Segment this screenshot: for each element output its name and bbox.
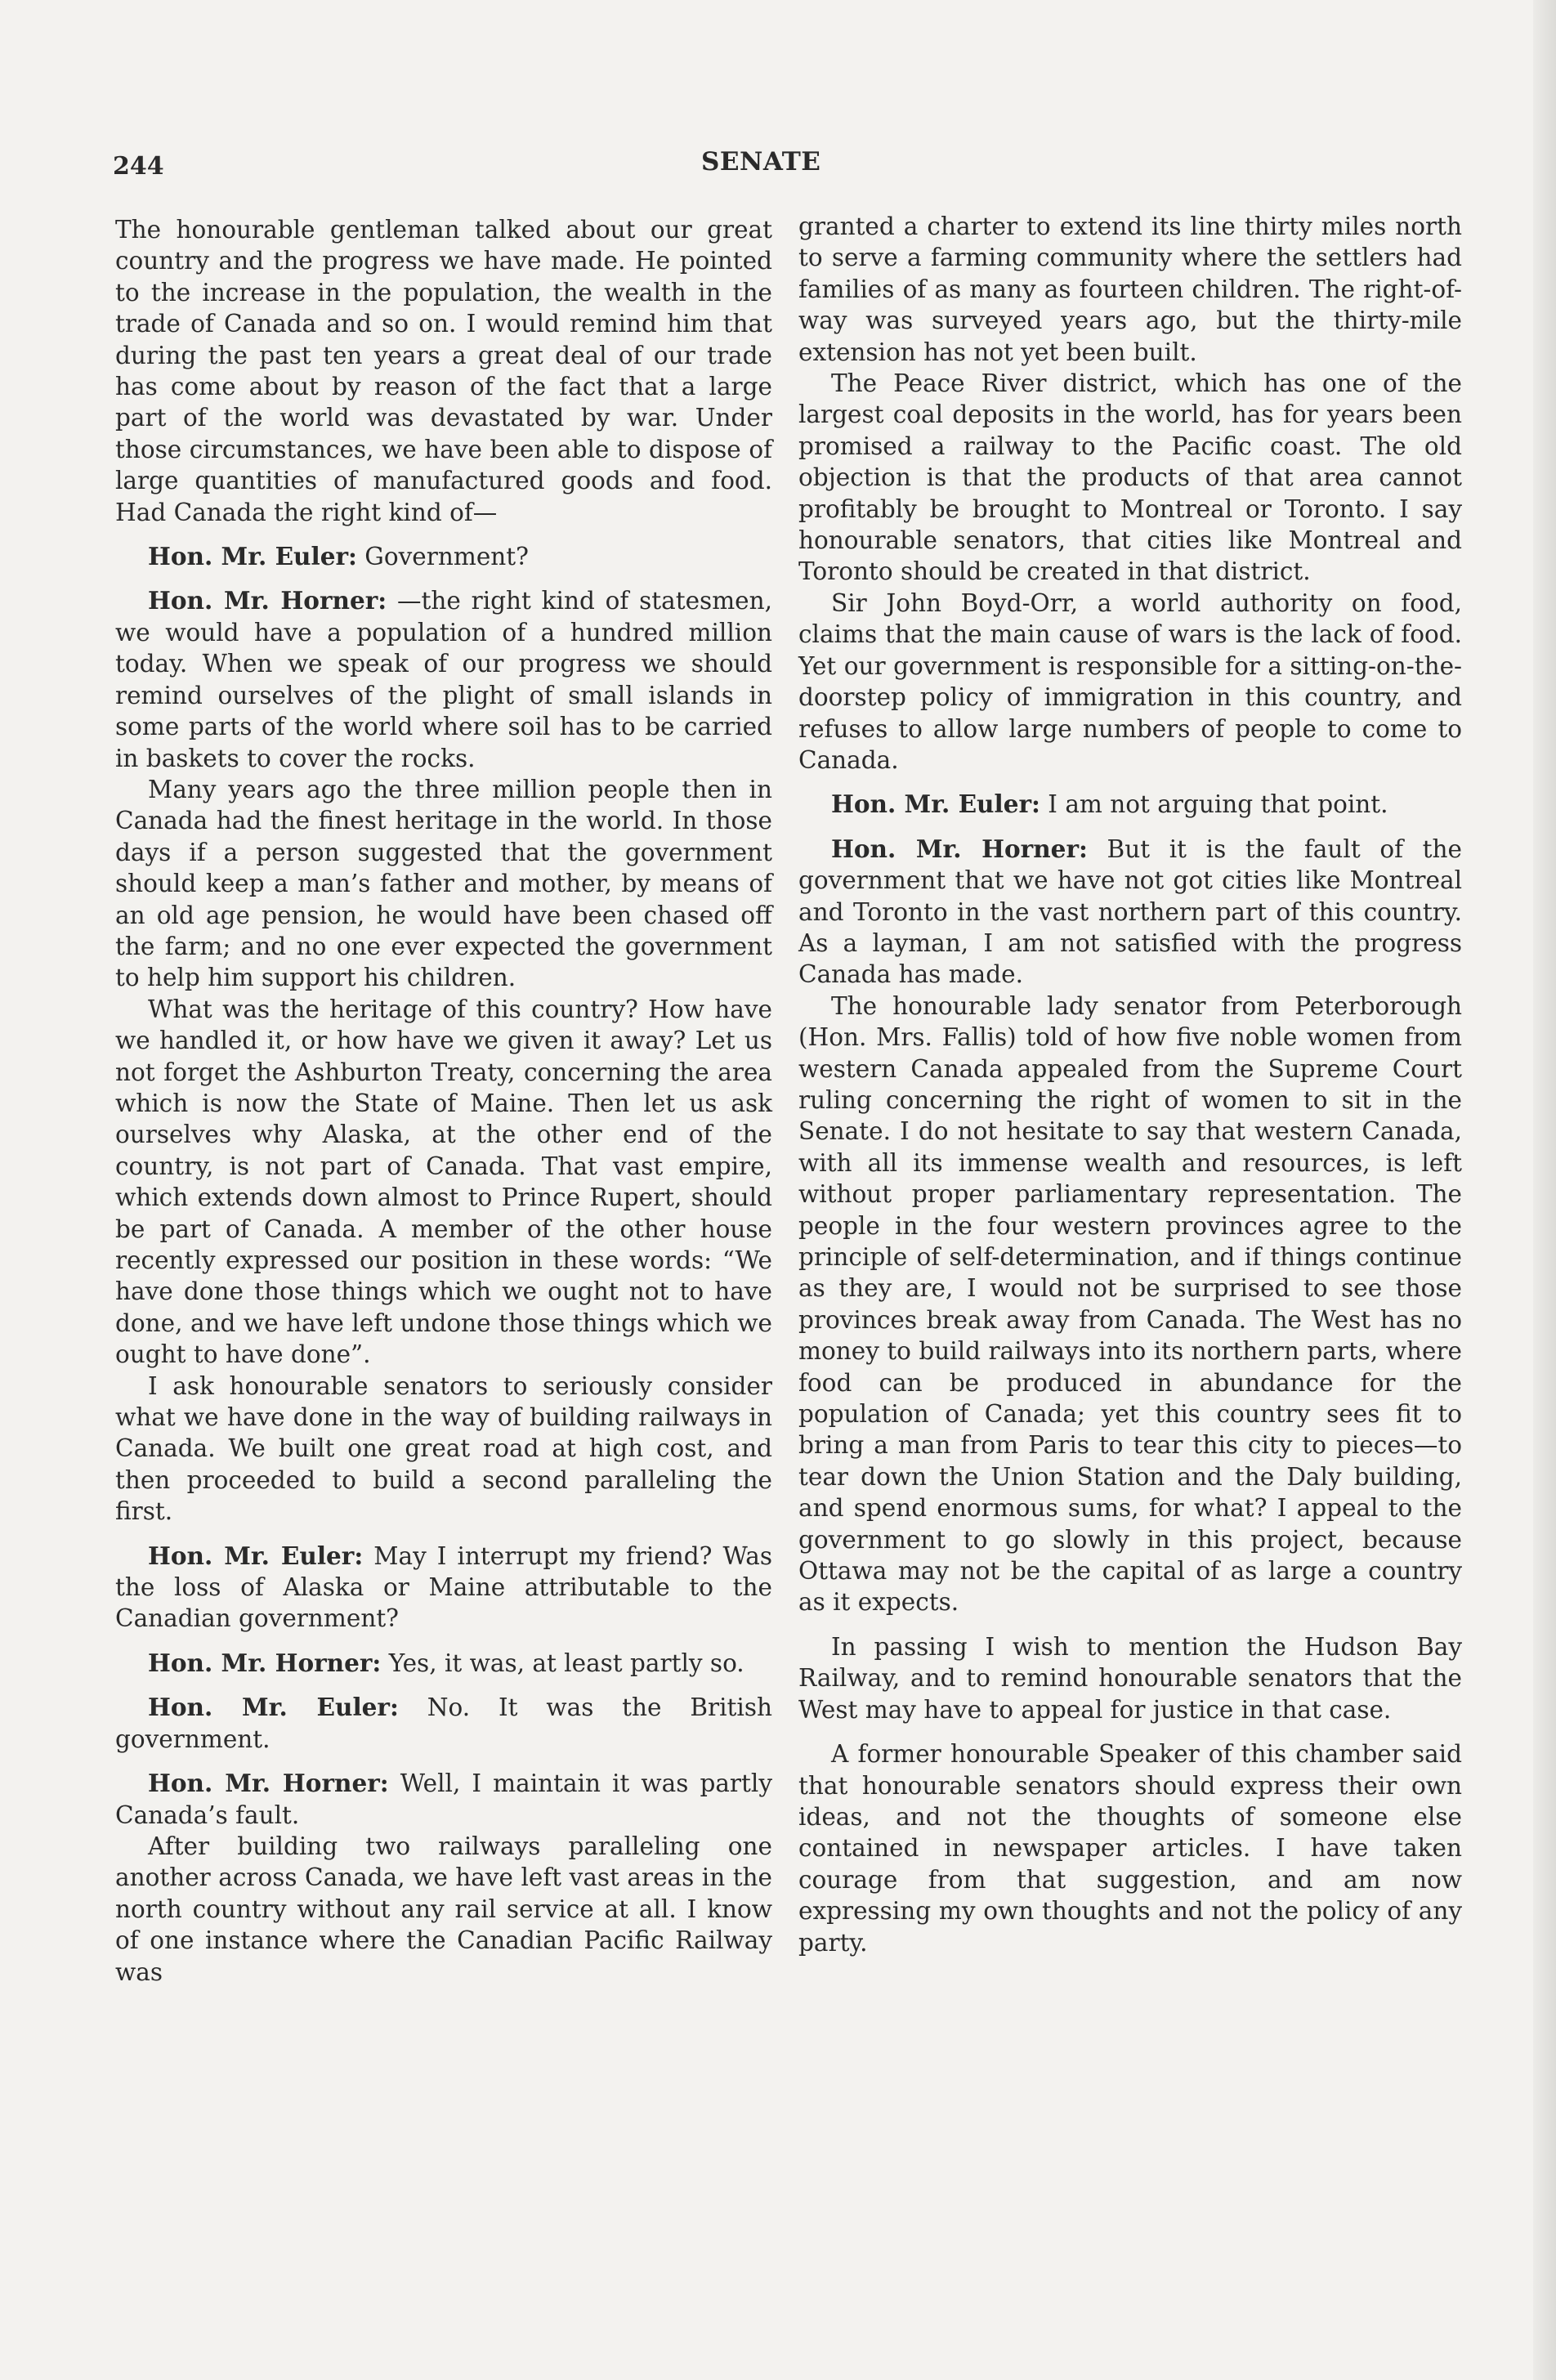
speech-paragraph (115, 541, 772, 572)
speech-paragraph (115, 1768, 772, 1831)
speaker-name: Hon. Mr. Euler: (148, 542, 357, 571)
speaker-name: Hon. Mr. Euler: (148, 1541, 364, 1570)
paragraph-text: But it is the fault of the government that we have not got cities like Montreal and Toronto in the vast northern part of this country. As a layman, I am not satisfied with the progress Canada has made. (798, 834, 1462, 989)
paragraph-text: After building two railways paralleling one another across Canada, we have left vast areas in the north country without any rail service at all. I know of one instance where the Canadian Pacific Railway was (115, 1832, 772, 1986)
speech-paragraph (115, 585, 772, 773)
paragraph-text: —the right kind of statesmen, we would have a population of a hundred million today. When we speak of our progress we should remind ourselves of the plight of small islands in some parts of the world where soil has to be carried in baskets to cover the rocks. (115, 587, 773, 772)
speaker-name: Hon. Mr. Horner: (831, 834, 1088, 863)
paragraph-text: Well, I maintain it was partly Canada’s fault. (115, 1769, 772, 1829)
page-edge-shadow (1533, 0, 1556, 2380)
paragraph (798, 1631, 1462, 1725)
paragraph (115, 1831, 772, 1988)
paragraph (798, 588, 1462, 776)
paragraph (798, 1738, 1462, 1958)
paragraph (798, 991, 1462, 1618)
paragraph (115, 994, 772, 1371)
paragraph-text: A former honourable Speaker of this chamber said that honourable senators should express their own ideas, and not the thoughts of someone else contained in newspaper articles. I have taken courage from that suggestion, and am now expressing my own thoughts and not the policy of any party. (798, 1740, 1462, 1957)
running-head: SENATE (701, 147, 821, 177)
speech-paragraph (798, 834, 1462, 991)
paragraph (115, 774, 772, 994)
speech-paragraph (798, 789, 1462, 820)
paragraph-text: The honourable lady senator from Peterborough (Hon. Mrs. Fallis) told of how five noble women from western Canada appealed from the Supreme Court ruling concerning the right of women to sit in the Senate. I do not hesitate to say that western Canada, with all its immense wealth and resources, is left without proper parliamentary representation. The people in the four western provinces agree to the principle of self-determination, and if things continue as they are, I would not be surprised to see those provinces break away from Canada. The West has no money to build railways into its northern parts, where food can be produced in abundance for the population of Canada; yet this country sees fit to bring a man from Paris to tear this city to pieces—to tear down the Union Station and the Daly building, and spend enormous sums, for what? I appeal to the government to go slowly in this project, because Ottawa may not be the capital of as large a country as it expects. (798, 991, 1462, 1617)
paragraph-continued (798, 211, 1462, 368)
speech-paragraph (115, 1692, 772, 1755)
page-number: 244 (113, 152, 164, 181)
speaker-name: Hon. Mr. Euler: (831, 790, 1040, 819)
paragraph-continued (115, 214, 772, 528)
page-header (113, 147, 1464, 191)
paragraph-text: The honourable gentleman talked about our great country and the progress we have made. He pointed to the increase in the population, the wealth in the trade of Canada and so on. I would remind him that during the past ten years a great deal of our trade has come about by reason of the fact that a large part of the world was devastated by war. Under those circumstances, we have been able to dispose of large quantities of manufactured goods and food. Had Canada the right kind of— (115, 216, 772, 526)
paragraph-text: Yes, it was, at least partly so. (381, 1649, 744, 1677)
speaker-name: Hon. Mr. Euler: (148, 1693, 399, 1722)
paragraph-text: No. It was the British government. (115, 1693, 772, 1753)
right-column (798, 211, 1462, 1958)
speaker-name: Hon. Mr. Horner: (148, 1648, 382, 1677)
paragraph-text: In passing I wish to mention the Hudson Bay Railway, and to remind honourable senators that the West may have to appeal for justice in that case. (798, 1632, 1462, 1724)
speech-paragraph (115, 1541, 772, 1635)
paragraph-text: May I interrupt my friend? Was the loss of Alaska or Maine attributable to the Canadian government? (115, 1541, 772, 1633)
paragraph-text: granted a charter to extend its line thirty miles north to serve a farming community where the settlers had families of as many as fourteen children. The right-of-way was surveyed years ago, but the thirty-mile extension has not yet been built. (798, 212, 1462, 366)
paragraph-text: I ask honourable senators to seriously consider what we have done in the way of building railways in Canada. We built one great road at high cost, and then proceeded to build a second paralleling the first. (115, 1371, 772, 1526)
speech-paragraph (115, 1648, 772, 1679)
paragraph-text: Sir John Boyd-Orr, a world authority on food, claims that the main cause of wars is the lack of food. Yet our government is responsible for a sitting-on-the-doorstep policy of immigration in this country, and refuses to allow large numbers of people to come to Canada. (798, 588, 1462, 774)
paragraph-text: Government? (356, 543, 529, 571)
left-column (115, 214, 772, 1988)
paragraph (115, 1371, 772, 1528)
paragraph-text: The Peace River district, which has one of the largest coal deposits in the world, has for years been promised a railway to the Pacific coast. The old objection is that the products of that area cannot profitably be brought to Montreal or Toronto. I say honourable senators, that cities like Montreal and Toronto should be created in that district. (798, 369, 1462, 586)
speaker-name: Hon. Mr. Horner: (148, 1769, 389, 1798)
paragraph-text: I am not arguing that point. (1040, 790, 1388, 819)
speaker-name: Hon. Mr. Horner: (148, 586, 387, 615)
paragraph-text: Many years ago the three million people then in Canada had the finest heritage in the world. In those days if a person suggested that the government should keep a man’s father and mother, by means of an old age pension, he would have been chased off the farm; and no one ever expected the government to help him support his children. (115, 775, 772, 992)
paragraph-text: What was the heritage of this country? How have we handled it, or how have we given it away? Let us not forget the Ashburton Treaty, concerning the area which is now the State of Maine. Then let us ask ourselves why Alaska, at the other end of the country, is not part of Canada. That vast empire, which extends down almost to Prince Rupert, should be part of Canada. A member of the other house recently expressed our position in these words: “We have done those things which we ought not to have done, and we have left undone those things which we ought to have done”. (115, 995, 772, 1369)
paragraph (798, 368, 1462, 588)
